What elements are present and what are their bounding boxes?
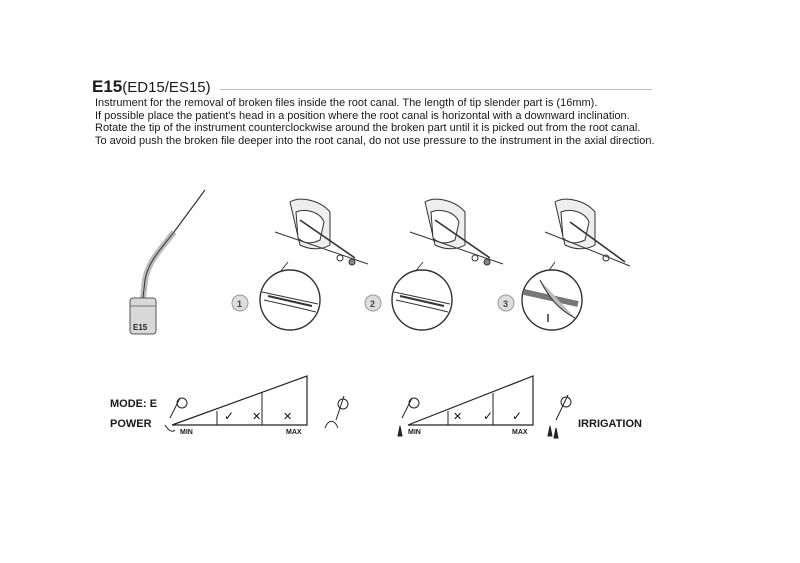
step-2-illustration — [365, 199, 503, 330]
description-paragraph: Instrument for the removal of broken files inside the root canal. The length of tip slender part is (16mm). — [95, 97, 598, 109]
irrigation-min-label: MIN — [408, 429, 421, 436]
irrigation-level-chart — [398, 376, 571, 438]
irrigation-max-label: MAX — [512, 429, 528, 436]
description-paragraph: If possible place the patient's head in a position where the root canal is horizontal with a downward inclination. Rotate the tip of the instrument counterclockwise around the broken part until it is picked out from the root canal. — [95, 109, 641, 135]
irrigation-mark: ✓ — [483, 409, 494, 423]
power-label: POWER — [110, 418, 152, 430]
power-mark: ✓ — [224, 409, 235, 423]
irrigation-mark: ✓ — [512, 409, 523, 423]
irrigation-mark: ✕ — [453, 410, 463, 423]
power-max-label: MAX — [286, 429, 302, 436]
step-number: 2 — [370, 299, 376, 309]
instrument-tip-illustration — [130, 190, 205, 334]
step-number: 1 — [237, 299, 243, 309]
step-number: 3 — [503, 299, 509, 309]
tip-label: E15 — [133, 323, 148, 332]
step-3-illustration — [498, 199, 630, 330]
irrigation-label: IRRIGATION — [578, 418, 642, 430]
power-mark: ✕ — [283, 410, 293, 423]
step-1-illustration — [232, 199, 368, 330]
power-min-label: MIN — [180, 429, 193, 436]
product-variants: (ED15/ES15) — [122, 79, 211, 96]
description-paragraph: To avoid push the broken file deeper into the root canal, do not use pressure to the instrument in the axial direction. — [95, 134, 655, 147]
product-code: E15 — [92, 77, 123, 96]
power-mark: ✕ — [252, 410, 262, 423]
mode-label: MODE: E — [110, 398, 158, 410]
power-level-chart — [165, 376, 348, 431]
